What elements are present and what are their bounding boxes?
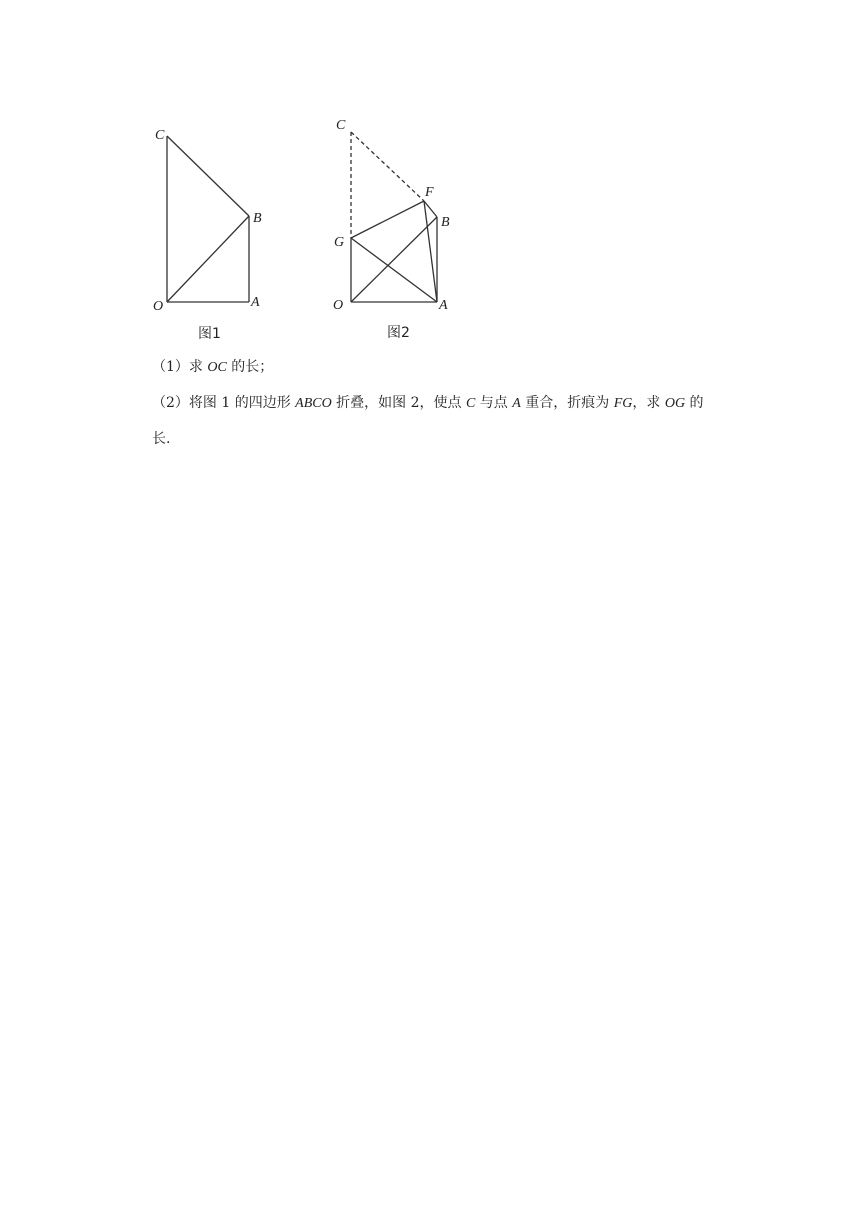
- segment-OB: [351, 217, 437, 302]
- segment-BC: [167, 136, 249, 216]
- question-2-part1: （2）将图 1 的四边形: [152, 395, 296, 411]
- question-1-suffix: 的长；: [226, 359, 274, 375]
- question-2-continuation-text: 长.: [152, 431, 171, 447]
- question-2-part2: 折叠，如图 2，使点: [331, 395, 466, 411]
- question-2-part6: 的: [685, 395, 704, 411]
- point-label-G: G: [334, 235, 345, 250]
- question-1: [152, 357, 273, 378]
- question-2-part3: 与点: [475, 395, 513, 411]
- point-label-C: C: [155, 128, 165, 143]
- figure-1-diagram: [140, 115, 280, 345]
- question-2-part4: 重合，折痕为: [520, 395, 614, 411]
- dashed-segment-CF: [351, 132, 424, 201]
- figure-2: [325, 105, 465, 345]
- point-label-A: A: [251, 295, 260, 310]
- point-label-B: B: [253, 211, 262, 226]
- segment-GA: [351, 238, 437, 302]
- question-2-part5: ，求: [632, 395, 665, 411]
- question-1-var: OC: [207, 360, 227, 375]
- point-label-O: O: [333, 298, 344, 313]
- segment-GF: [351, 201, 424, 238]
- question-1-prefix: （1）求: [152, 359, 208, 375]
- figure-1: [140, 115, 280, 345]
- question-2: [152, 393, 704, 414]
- question-2-continuation: [152, 429, 170, 449]
- question-2-var5: OG: [664, 396, 686, 411]
- point-label-A: A: [439, 298, 448, 313]
- point-label-F: F: [425, 185, 434, 200]
- question-2-var2: C: [466, 396, 476, 411]
- figure-1-caption: 图1: [198, 326, 221, 342]
- question-2-var3: A: [512, 396, 521, 411]
- figure-2-diagram: [325, 105, 465, 345]
- question-2-var4: FG: [613, 396, 633, 411]
- segment-FA: [424, 201, 437, 302]
- segment-OB: [167, 216, 249, 302]
- point-label-C: C: [336, 118, 346, 133]
- question-2-var1: ABCO: [295, 396, 332, 411]
- point-label-O: O: [153, 299, 164, 314]
- point-label-B: B: [441, 215, 450, 230]
- figure-2-caption: 图2: [387, 325, 410, 341]
